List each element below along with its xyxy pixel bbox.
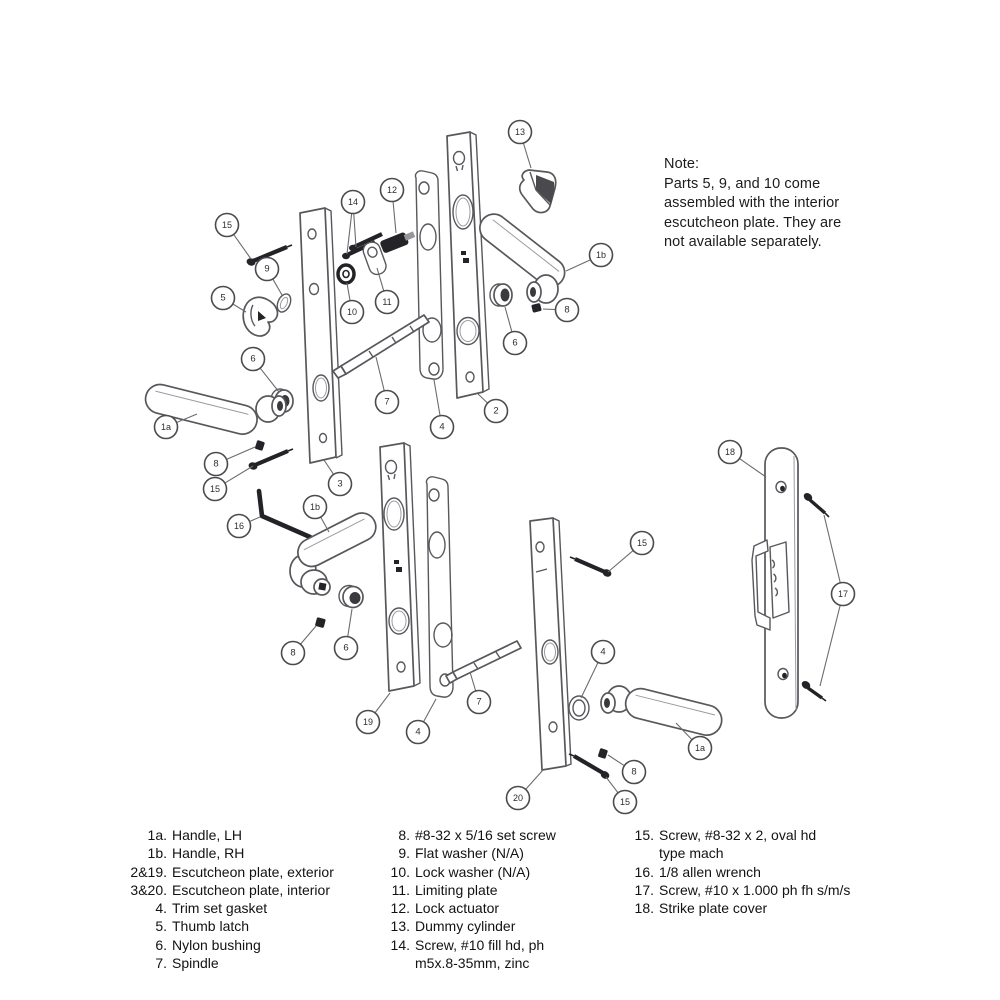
part-label: Screw, #10 x 1.000 ph fh s/m/s bbox=[659, 881, 851, 898]
part-number: 2&19. bbox=[130, 863, 167, 880]
callout-label: 17 bbox=[837, 589, 849, 599]
part-number: 8. bbox=[398, 827, 410, 843]
part-number: 1b. bbox=[147, 845, 167, 862]
callout-label: 15 bbox=[636, 538, 648, 548]
callout-label: 16 bbox=[233, 521, 245, 531]
callout-label: 11 bbox=[382, 297, 392, 307]
callout-label: 4 bbox=[439, 421, 445, 433]
part-screw-15-bottom-upper bbox=[570, 557, 613, 578]
callout-label: 15 bbox=[221, 220, 233, 230]
callout-label: 20 bbox=[512, 793, 524, 803]
part-number bbox=[627, 844, 654, 862]
callout-label: 15 bbox=[209, 484, 221, 494]
part-bushing-6-bottom bbox=[339, 586, 363, 608]
callout-leader-line bbox=[478, 394, 488, 403]
callout-leader-line bbox=[434, 380, 440, 416]
parts-list-row bbox=[130, 899, 334, 917]
callout-label: 4 bbox=[600, 646, 606, 658]
parts-list-row bbox=[130, 936, 334, 954]
part-number: 13. bbox=[390, 918, 410, 935]
parts-list-row bbox=[383, 844, 556, 862]
note-line: Parts 5, 9, and 10 come bbox=[664, 175, 821, 192]
parts-list-row bbox=[383, 899, 556, 917]
part-label: Lock washer (N/A) bbox=[415, 863, 531, 880]
callout-leader-line bbox=[354, 213, 356, 247]
callout-leader-line bbox=[375, 693, 390, 713]
part-label: Thumb latch bbox=[172, 918, 250, 935]
callout-leader-line bbox=[260, 368, 279, 392]
part-bushing-6-right bbox=[490, 284, 512, 306]
parts-list-row bbox=[383, 826, 556, 844]
callout-label: 8 bbox=[213, 458, 219, 470]
part-label: Trim set gasket bbox=[172, 900, 268, 917]
callout-leader-line bbox=[250, 517, 260, 521]
part-number bbox=[383, 954, 410, 972]
part-escutcheon-plate-3 bbox=[300, 208, 342, 463]
parts-list-row bbox=[130, 863, 334, 881]
part-set-screw-8-right bbox=[531, 303, 542, 313]
note-line: Note: bbox=[664, 156, 700, 172]
callout-label: 13 bbox=[514, 127, 526, 137]
callout-label: 8 bbox=[564, 304, 570, 316]
callout-leader-line bbox=[227, 447, 255, 459]
part-number: 15. bbox=[634, 827, 654, 843]
callout-leader-line bbox=[739, 459, 766, 477]
parts-list-row bbox=[383, 936, 556, 954]
callout-leader-line bbox=[523, 143, 531, 168]
part-number: 4. bbox=[155, 900, 167, 917]
callout-label: 15 bbox=[619, 797, 631, 807]
part-trim-gasket-4-bottom bbox=[426, 477, 453, 697]
part-escutcheon-plate-19 bbox=[380, 443, 420, 691]
part-label: Handle, LH bbox=[172, 827, 243, 843]
parts-list-row bbox=[130, 954, 334, 972]
callout-label: 9 bbox=[264, 263, 270, 275]
part-number: 3&20. bbox=[130, 881, 167, 898]
parts-list-row bbox=[130, 881, 334, 899]
callout-leader-line bbox=[608, 550, 633, 572]
callout-label: 4 bbox=[415, 726, 421, 738]
part-trim-gasket-4-top bbox=[415, 171, 443, 379]
part-handle-1a-bottom bbox=[601, 685, 725, 738]
parts-list-column-2 bbox=[383, 826, 556, 972]
part-label: #8-32 x 5/16 set screw bbox=[415, 827, 556, 843]
callout-label: 10 bbox=[346, 307, 358, 317]
part-label: Escutcheon plate, exterior bbox=[172, 863, 334, 880]
callout-label: 19 bbox=[362, 717, 374, 727]
callout-leader-line bbox=[505, 307, 512, 332]
callout-label: 6 bbox=[343, 642, 349, 654]
parts-list-row bbox=[627, 881, 850, 899]
part-label: Strike plate cover bbox=[659, 900, 768, 917]
parts-list-row bbox=[383, 954, 556, 972]
callout-label: 1a bbox=[160, 422, 172, 432]
part-label: Dummy cylinder bbox=[415, 918, 516, 935]
parts-list-row bbox=[130, 826, 334, 844]
part-label: 1/8 allen wrench bbox=[659, 863, 761, 880]
part-number: 9. bbox=[398, 845, 410, 862]
part-label: type mach bbox=[659, 845, 724, 862]
part-number: 10. bbox=[390, 863, 410, 880]
part-label: Escutcheon plate, interior bbox=[172, 881, 330, 898]
callout-leader-line bbox=[393, 201, 396, 233]
callout-leader-line bbox=[470, 672, 476, 691]
part-label: Nylon bushing bbox=[172, 936, 261, 953]
part-spindle-7-top bbox=[333, 315, 429, 378]
callout-label: 1b bbox=[595, 250, 607, 260]
callout-label: 7 bbox=[384, 396, 390, 408]
part-label: Limiting plate bbox=[415, 881, 498, 898]
callout-label: 1b bbox=[309, 502, 321, 512]
part-number: 17. bbox=[634, 881, 654, 898]
part-thumb-latch-5 bbox=[243, 297, 277, 336]
parts-list-column-3 bbox=[627, 826, 850, 917]
note-line: assembled with the interior bbox=[664, 195, 840, 211]
callout-leader-line bbox=[581, 662, 598, 698]
callout-leader-line bbox=[234, 234, 251, 259]
parts-list-row bbox=[627, 899, 850, 917]
callout-label: 7 bbox=[476, 696, 482, 708]
parts-list-row bbox=[383, 881, 556, 899]
note-block bbox=[664, 155, 841, 253]
part-label: Spindle bbox=[172, 955, 219, 972]
callout-leader-line bbox=[824, 515, 840, 583]
part-escutcheon-plate-20 bbox=[530, 518, 571, 770]
callout-label: 6 bbox=[250, 353, 256, 365]
callout-leader-line bbox=[376, 357, 384, 391]
callout-leader-line bbox=[348, 609, 352, 637]
parts-list-column-1 bbox=[130, 826, 334, 972]
callout-label: 12 bbox=[386, 185, 398, 195]
callout-leader-line bbox=[347, 283, 350, 301]
callout-label: 14 bbox=[347, 197, 359, 207]
part-strike-plate-18 bbox=[752, 448, 798, 718]
part-number: 18. bbox=[634, 900, 654, 917]
note-line: not available separately. bbox=[664, 234, 822, 250]
part-escutcheon-plate-2 bbox=[447, 132, 489, 398]
part-number: 16. bbox=[634, 863, 654, 880]
callout-label: 3 bbox=[337, 478, 343, 490]
part-number: 6. bbox=[155, 936, 167, 953]
callout-label: 2 bbox=[493, 405, 499, 417]
part-allen-wrench-16 bbox=[259, 491, 310, 537]
part-handle-1b-bottom bbox=[290, 508, 381, 595]
part-set-screw-8-left bbox=[255, 440, 265, 451]
part-label: Screw, #10 fill hd, ph bbox=[415, 936, 545, 953]
part-spindle-7-bottom bbox=[446, 641, 521, 683]
callout-leader-line bbox=[424, 699, 436, 722]
part-screw-15-left-lower bbox=[247, 449, 293, 471]
callout-leader-line bbox=[566, 260, 591, 271]
parts-list-row bbox=[383, 917, 556, 935]
part-number: 14. bbox=[390, 936, 410, 953]
part-dummy-cylinder-13 bbox=[520, 170, 556, 213]
part-handle-1b bbox=[474, 209, 570, 303]
callout-label: 8 bbox=[631, 766, 637, 778]
callout-leader-line bbox=[820, 605, 840, 686]
part-set-screw-8-bottom-right bbox=[598, 748, 608, 759]
part-label: Handle, RH bbox=[172, 845, 245, 862]
part-set-screw-8-bottom-left bbox=[315, 617, 326, 628]
parts-list-row bbox=[383, 863, 556, 881]
callout-leader-line bbox=[324, 460, 334, 474]
parts-list-row bbox=[627, 844, 850, 862]
part-number: 12. bbox=[390, 900, 410, 917]
callout-leader-line bbox=[543, 309, 556, 310]
part-gasket-ring-4 bbox=[569, 696, 589, 720]
parts-list-row bbox=[130, 844, 334, 862]
callout-leader-line bbox=[300, 626, 316, 644]
part-label: m5x.8-35mm, zinc bbox=[415, 955, 530, 972]
part-number: 11. bbox=[391, 881, 410, 898]
callout-leader-line bbox=[608, 755, 624, 766]
part-label: Lock actuator bbox=[415, 900, 500, 917]
callout-leader-line bbox=[526, 770, 543, 789]
parts-list-row bbox=[627, 826, 850, 844]
callout-leader-line bbox=[225, 466, 253, 483]
parts-list-row bbox=[130, 917, 334, 935]
part-number: 5. bbox=[155, 918, 167, 935]
callout-label: 1a bbox=[694, 743, 706, 753]
part-number: 1a. bbox=[147, 827, 167, 843]
part-label: Screw, #8-32 x 2, oval hd bbox=[659, 827, 817, 843]
part-lock-actuator-12 bbox=[379, 229, 416, 254]
callout-label: 6 bbox=[512, 337, 518, 349]
callout-label: 8 bbox=[290, 647, 296, 659]
note-line: escutcheon plate. They are bbox=[664, 214, 842, 231]
callout-label: 5 bbox=[220, 292, 226, 304]
part-label: Flat washer (N/A) bbox=[415, 845, 524, 862]
callout-leader-line bbox=[273, 279, 282, 295]
part-number: 7. bbox=[155, 955, 167, 972]
parts-list-row bbox=[627, 863, 850, 881]
callout-label: 18 bbox=[724, 447, 736, 457]
part-lock-washer-10 bbox=[338, 265, 354, 283]
callout-leader-line bbox=[606, 777, 618, 793]
